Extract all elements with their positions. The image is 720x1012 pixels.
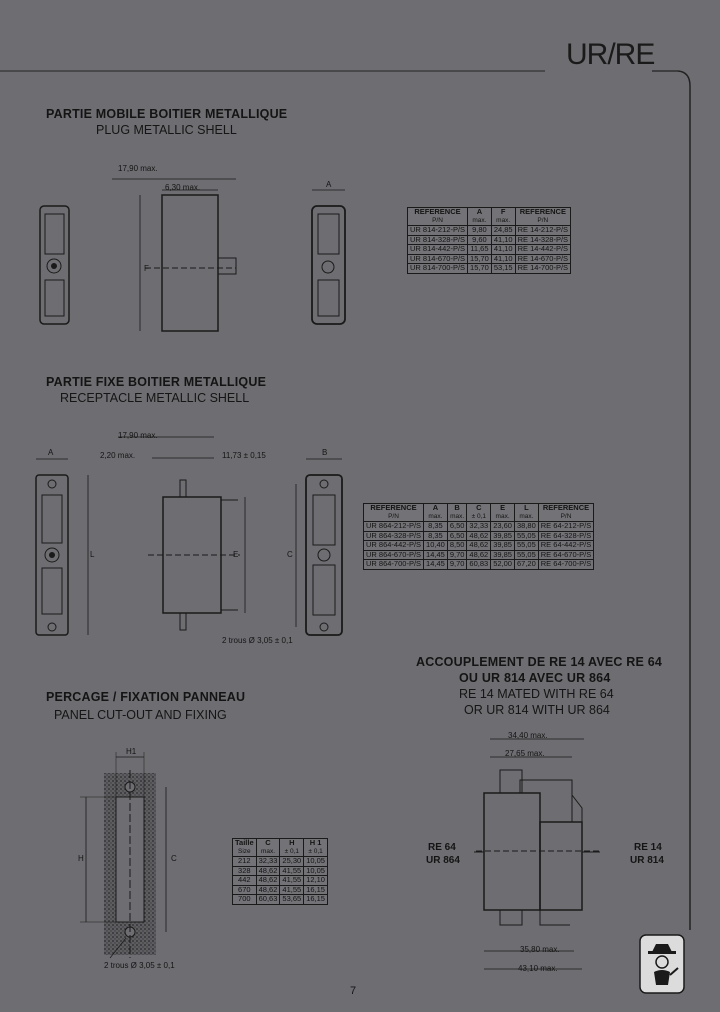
table-header: H 1 ± 0,1 bbox=[304, 839, 328, 857]
coupling-dim-2: 27,65 max. bbox=[505, 749, 545, 758]
panel-dim-c: C bbox=[171, 854, 177, 863]
table-cell: 39,85 bbox=[491, 550, 515, 560]
table-cell: RE 14-700-P/S bbox=[515, 264, 570, 274]
table-cell: RE 14-670-P/S bbox=[515, 254, 570, 264]
receptacle-holes-note: 2 trous Ø 3,05 ± 0,1 bbox=[222, 636, 293, 645]
table-cell: 32,33 bbox=[467, 522, 491, 532]
table-cell: UR 864-700-P/S bbox=[364, 560, 424, 570]
table-cell: UR 814-212-P/S bbox=[408, 226, 468, 236]
table-cell: 25,30 bbox=[280, 857, 304, 867]
table-cell: 9,70 bbox=[447, 550, 467, 560]
table-cell: 48,62 bbox=[256, 876, 280, 886]
table-cell: 53,65 bbox=[280, 895, 304, 905]
table-cell: RE 14-212-P/S bbox=[515, 226, 570, 236]
table-cell: UR 814-442-P/S bbox=[408, 245, 468, 255]
table-cell: 41,10 bbox=[491, 235, 515, 245]
table-cell: RE 64-212-P/S bbox=[538, 522, 593, 532]
receptacle-dim-l: L bbox=[90, 550, 95, 559]
plug-dim-f: F bbox=[144, 264, 149, 273]
panel-title-en: PANEL CUT-OUT AND FIXING bbox=[54, 708, 227, 722]
table-cell: 38,80 bbox=[514, 522, 538, 532]
brand-logo-text: UR/RE bbox=[566, 38, 655, 71]
table-cell: 39,85 bbox=[491, 541, 515, 551]
table-cell: 15,70 bbox=[468, 264, 492, 274]
panel-holes-note: 2 trous Ø 3,05 ± 0,1 bbox=[104, 961, 175, 970]
table-header: A max. bbox=[424, 504, 448, 522]
table-cell: UR 864-212-P/S bbox=[364, 522, 424, 532]
table-header: E max. bbox=[491, 504, 515, 522]
table-cell: RE 14-442-P/S bbox=[515, 245, 570, 255]
table-cell: 328 bbox=[233, 866, 257, 876]
table-cell: 212 bbox=[233, 857, 257, 867]
table-cell: 55,05 bbox=[514, 550, 538, 560]
table-cell: RE 64-328-P/S bbox=[538, 531, 593, 541]
table-header: REFERENCE P/N bbox=[538, 504, 593, 522]
table-cell: 48,62 bbox=[256, 885, 280, 895]
table-cell: UR 814-328-P/S bbox=[408, 235, 468, 245]
table-cell: UR 864-670-P/S bbox=[364, 550, 424, 560]
table-cell: 48,62 bbox=[467, 531, 491, 541]
table-cell: RE 64-670-P/S bbox=[538, 550, 593, 560]
coupling-dim-3: 35,80 max. bbox=[520, 945, 560, 954]
table-cell: 41,10 bbox=[491, 245, 515, 255]
receptacle-dim-c: C bbox=[287, 550, 293, 559]
table-cell: UR 814-700-P/S bbox=[408, 264, 468, 274]
table-header: B max. bbox=[447, 504, 467, 522]
table-cell: 9,80 bbox=[468, 226, 492, 236]
table-header: REFERENCE P/N bbox=[515, 208, 570, 226]
coupling-label-re14: RE 14 bbox=[634, 842, 662, 853]
table-header: Taille Size bbox=[233, 839, 257, 857]
table-cell: 55,05 bbox=[514, 541, 538, 551]
table-cell: 10,05 bbox=[304, 857, 328, 867]
table-cell: 8,50 bbox=[447, 541, 467, 551]
page-number: 7 bbox=[350, 985, 357, 997]
coupling-label-re64: RE 64 bbox=[428, 842, 456, 853]
table-cell: 39,85 bbox=[491, 531, 515, 541]
table-cell: 8,35 bbox=[424, 531, 448, 541]
table-header: L max. bbox=[514, 504, 538, 522]
plug-dim-depth: 6,30 max. bbox=[165, 183, 201, 192]
receptacle-dim-e: E bbox=[233, 550, 239, 559]
table-cell: 48,62 bbox=[467, 550, 491, 560]
table-cell: UR 864-328-P/S bbox=[364, 531, 424, 541]
receptacle-dim-width: 17,90 max. bbox=[118, 431, 158, 440]
table-cell: 14,45 bbox=[424, 560, 448, 570]
table-header: F max. bbox=[491, 208, 515, 226]
table-cell: 700 bbox=[233, 895, 257, 905]
table-cell: 60,83 bbox=[467, 560, 491, 570]
table-cell: 16,15 bbox=[304, 895, 328, 905]
table-cell: 6,50 bbox=[447, 531, 467, 541]
table-header: C max. bbox=[256, 839, 280, 857]
table-cell: 41,55 bbox=[280, 876, 304, 886]
table-cell: 14,45 bbox=[424, 550, 448, 560]
table-cell: 10,40 bbox=[424, 541, 448, 551]
table-header: REFERENCE P/N bbox=[408, 208, 468, 226]
receptacle-dim-offset: 11,73 ± 0,15 bbox=[222, 451, 266, 460]
table-cell: 24,85 bbox=[491, 226, 515, 236]
table-cell: 670 bbox=[233, 885, 257, 895]
table-header: REFERENCE P/N bbox=[364, 504, 424, 522]
table-cell: 48,62 bbox=[256, 866, 280, 876]
table-cell: 32,33 bbox=[256, 857, 280, 867]
table-cell: RE 64-442-P/S bbox=[538, 541, 593, 551]
table-header: C ± 0,1 bbox=[467, 504, 491, 522]
receptacle-title-en: RECEPTACLE METALLIC SHELL bbox=[60, 391, 250, 405]
table-cell: 67,20 bbox=[514, 560, 538, 570]
plug-dim-a: A bbox=[326, 180, 332, 189]
coupling-dim-1: 34,40 max. bbox=[508, 731, 548, 740]
receptacle-dim-a: A bbox=[48, 448, 54, 457]
panel-dim-h: H bbox=[78, 854, 84, 863]
table-cell: 53,15 bbox=[491, 264, 515, 274]
table-cell: UR 864-442-P/S bbox=[364, 541, 424, 551]
receptacle-title-fr: PARTIE FIXE BOITIER METALLIQUE bbox=[46, 375, 267, 389]
table-cell: UR 814-670-P/S bbox=[408, 254, 468, 264]
coupling-title-fr-1: ACCOUPLEMENT DE RE 14 AVEC RE 64 bbox=[416, 655, 663, 669]
plug-title-fr: PARTIE MOBILE BOITIER METALLIQUE bbox=[46, 107, 288, 121]
table-cell: 23,60 bbox=[491, 522, 515, 532]
table-cell: 55,05 bbox=[514, 531, 538, 541]
panel-dim-h1: H1 bbox=[126, 747, 137, 756]
coupling-title-fr-2: OU UR 814 AVEC UR 864 bbox=[459, 671, 611, 685]
table-cell: 52,00 bbox=[491, 560, 515, 570]
table-cell: RE 14-328-P/S bbox=[515, 235, 570, 245]
table-cell: 48,62 bbox=[467, 541, 491, 551]
table-cell: 8,35 bbox=[424, 522, 448, 532]
coupling-label-ur864: UR 864 bbox=[426, 855, 460, 866]
plug-title-en: PLUG METALLIC SHELL bbox=[96, 123, 237, 137]
table-cell: 6,50 bbox=[447, 522, 467, 532]
receptacle-dim-b: B bbox=[322, 448, 328, 457]
table-cell: 9,70 bbox=[447, 560, 467, 570]
coupling-dim-4: 43,10 max. bbox=[518, 964, 558, 973]
table-cell: 16,15 bbox=[304, 885, 328, 895]
table-cell: 12,10 bbox=[304, 876, 328, 886]
coupling-title-en-2: OR UR 814 WITH UR 864 bbox=[464, 703, 610, 717]
panel-title-fr: PERCAGE / FIXATION PANNEAU bbox=[46, 690, 246, 704]
table-cell: 11,65 bbox=[468, 245, 492, 255]
table-header: A max. bbox=[468, 208, 492, 226]
table-cell: 41,10 bbox=[491, 254, 515, 264]
table-cell: 442 bbox=[233, 876, 257, 886]
table-cell: 10,05 bbox=[304, 866, 328, 876]
coupling-title-en-1: RE 14 MATED WITH RE 64 bbox=[459, 687, 614, 701]
table-cell: 41,55 bbox=[280, 866, 304, 876]
coupling-label-ur814: UR 814 bbox=[630, 855, 664, 866]
table-cell: 60,63 bbox=[256, 895, 280, 905]
table-cell: RE 64-700-P/S bbox=[538, 560, 593, 570]
table-cell: 15,70 bbox=[468, 254, 492, 264]
table-cell: 9,60 bbox=[468, 235, 492, 245]
table-cell: 41,55 bbox=[280, 885, 304, 895]
table-header: H ± 0,1 bbox=[280, 839, 304, 857]
plug-dim-width: 17,90 max. bbox=[118, 164, 158, 173]
receptacle-dim-flange: 2,20 max. bbox=[100, 451, 136, 460]
